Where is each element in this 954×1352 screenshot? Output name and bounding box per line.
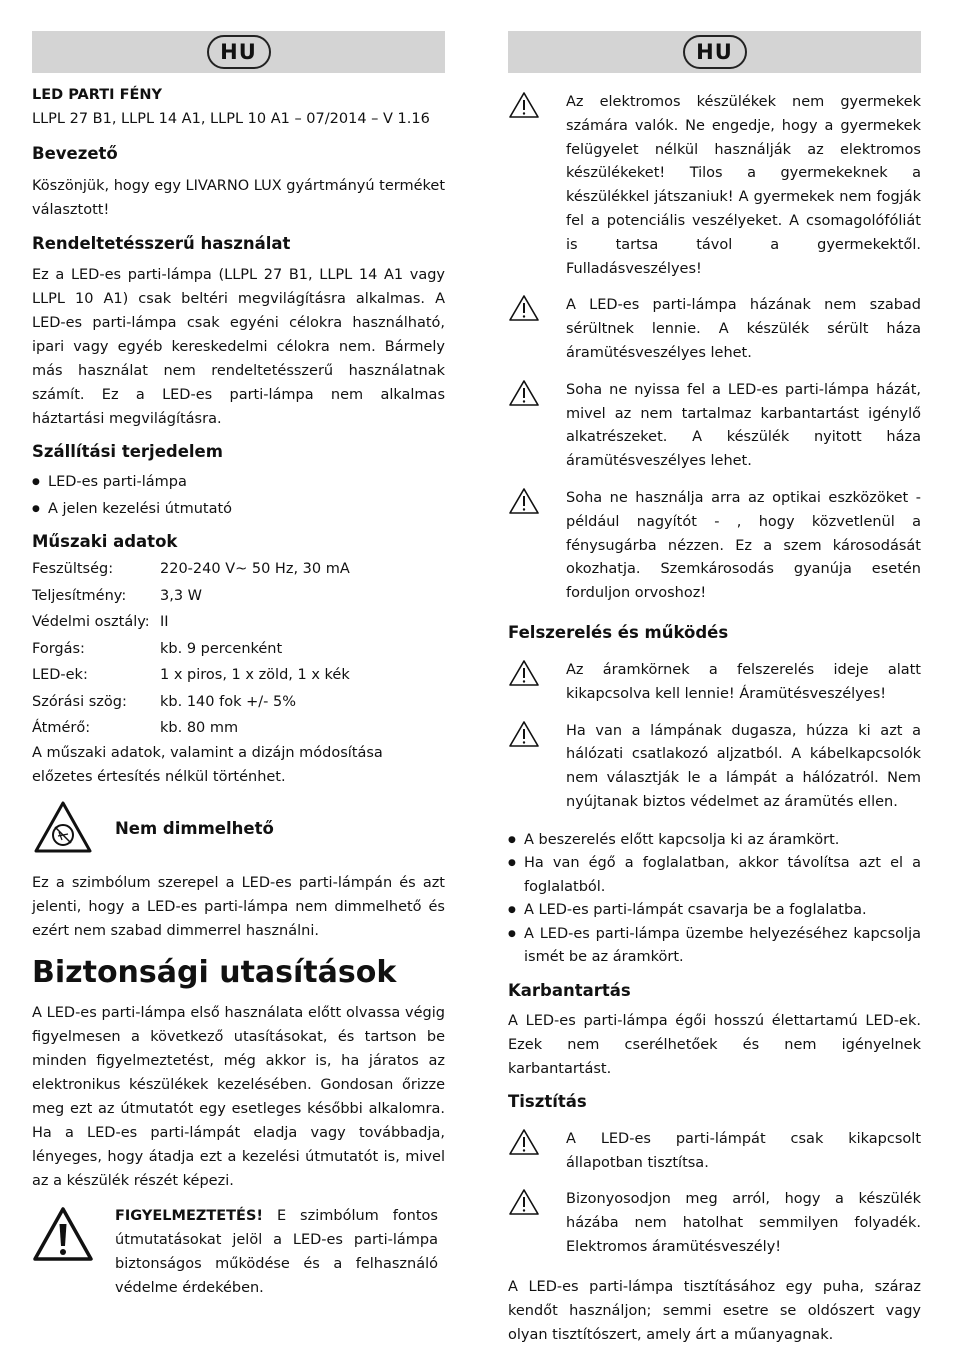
tech-heading: Műszaki adatok (32, 532, 178, 551)
cleaning-heading: Tisztítás (508, 1091, 587, 1111)
warning-text: A LED-es parti-lámpa házának nem szabad sérültnek lennie. A készülék sérült háza áramütésveszélyes lehet. (566, 297, 921, 361)
warning-triangle-icon (508, 379, 566, 411)
spec-value: kb. 80 mm (160, 720, 239, 736)
left-column (32, 31, 445, 1300)
language-badge: HU (683, 35, 747, 69)
warning-text: Soha ne nyissa fel a LED-es parti-lámpa házát, mivel az nem tartalmaz karbantartást igénylő alkatrészeket. A készülék nyitott háza áramütésveszélyes lehet. (566, 381, 921, 470)
warning-symbol-text (115, 1204, 438, 1300)
warning-text: A LED-es parti-lámpát csak kikapcsolt állapotban tisztítsa. (566, 1130, 921, 1171)
spec-key: LED-ek: (32, 667, 88, 683)
table-row (32, 662, 350, 689)
spec-value: 1 x piros, 1 x zöld, 1 x kék (160, 667, 350, 683)
warning-text: Az áramkörnek a felszerelés ideje alatt kikapcsolva kell lennie! Áramütésveszélyes! (566, 661, 921, 702)
spec-value: 3,3 W (160, 587, 203, 604)
install-heading: Felszerelés és működés (508, 622, 729, 642)
warning-triangle-icon (508, 659, 566, 691)
warning-triangle-icon (508, 487, 566, 519)
warning-triangle-icon (508, 720, 566, 752)
warning-text: Az elektromos készülékek nem gyermekek számára valók. Ne engedje, hogy a gyermekek felügyelet nélkül használják az elektromos készülékeket! Tilos a gyermekeknek a készülékkel játszaniuk! A gyermekek nem fogják fel a potenciális veszélyeket. A csomagolófóliát is tartsa távol a gyermekektől. Fulladásveszélyes! (566, 94, 921, 277)
warning-label: FIGYELMEZTETÉS! (115, 1207, 264, 1224)
list-item: ● A LED-es parti-lámpa üzembe helyezéséhez kapcsolja ismét be az áramkört. (508, 923, 921, 970)
model-line: LLPL 27 B1, LLPL 14 A1, LLPL 10 A1 – 07/2014 – V 1.16 (32, 111, 430, 127)
warning-optics (508, 487, 921, 606)
cleaning-text: A LED-es parti-lámpa tisztításához egy puha, száraz kendőt használjon; semmi esetre se oldószert vagy olyan tisztítószert, amely árt a műanyagnak. (508, 1278, 921, 1343)
warning-triangle-icon (508, 294, 566, 326)
table-row (32, 609, 350, 636)
safety-intro-text: A LED-es parti-lámpa első használata előtt olvassa végig figyelmesen a következő utasításokat, és tartson be minden figyelmeztetést, még akkor is, ha járatos az elektronikus készülékek kezelésében. Gondosan őrizze meg ezt az útmutatót egy esetleges későbbi alkalomra. Ha a LED-es parti-lámpát eladja vagy továbbadja, lényeges, hogy átadja ezt a kezelési útmutatót is, mivel az a készülék részét képezi. (32, 1004, 445, 1189)
list-item: ● Ha van égő a foglalatban, akkor távolítsa azt el a foglalatból. (508, 852, 921, 899)
warning-triangle-icon (508, 1128, 566, 1160)
spec-key: Teljesítmény: (32, 587, 127, 604)
spec-key: Feszültség: (32, 561, 114, 577)
spec-value: 220-240 V~ 50 Hz, 30 mA (160, 561, 350, 577)
warning-text: Bizonyosodjon meg arról, hogy a készülék házába nem hatolhat semmilyen folyadék. Elektromos áramütésveszély! (566, 1191, 921, 1255)
spec-key: Átmérő: (32, 720, 91, 736)
tech-note: A műszaki adatok, valamint a dizájn módosítása előzetes értesítés nélkül történhet. (32, 744, 383, 785)
list-item: ● A LED-es parti-lámpát csavarja be a foglalatba. (508, 899, 921, 923)
no-dim-label: Nem dimmelhető (115, 818, 274, 838)
install-steps (508, 829, 921, 970)
tech-table (32, 556, 350, 742)
table-row (32, 583, 350, 610)
warning-text: Ha van a lámpának dugasza, húzza ki azt a hálózati csatlakozó aljzatból. A kábelkapcsolók nem választják le a lámpát a hálózatról. Nem nyújtanak biztos védelmet az áramütés ellen. (566, 722, 921, 810)
list-item: ● A beszerelés előtt kapcsolja ki az áramkört. (508, 829, 921, 853)
maintenance-heading: Karbantartás (508, 980, 631, 1000)
list-item: ● A jelen kezelési útmutató (32, 496, 445, 523)
warning-plug (508, 720, 921, 815)
warning-housing (508, 294, 921, 365)
intended-use-heading: Rendeltetésszerű használat (32, 234, 291, 253)
intended-use-text: Ez a LED-es parti-lámpa (LLPL 27 B1, LLPL 14 A1 vagy LLPL 10 A1) csak beltéri megvilágításra alkalmas. A LED-es parti-lámpa csak egyéni célokra használható, ipari vagy egyéb kereskedelmi célokra nem. Bármely más használat nem rendeltetésszerű használatnak számít. Ez a LED-es parti-lámpa nem alkalmas háztartási megvilágításra. (32, 267, 445, 427)
language-header-bar (508, 31, 921, 73)
right-column (508, 31, 921, 1347)
intro-text: Köszönjük, hogy egy LIVARNO LUX gyártmányú terméket választott! (32, 178, 445, 218)
spec-value: kb. 9 percenként (160, 640, 283, 657)
table-row (32, 715, 350, 742)
table-row (32, 689, 350, 716)
no-dimmer-warning-icon (32, 799, 115, 859)
warning-triangle-icon (508, 1188, 566, 1220)
spec-key: Védelmi osztály: (32, 614, 150, 630)
language-badge: HU (207, 35, 271, 69)
language-header-bar (32, 31, 445, 73)
no-dim-block (32, 799, 445, 859)
exclamation-warning-icon (32, 1204, 115, 1266)
warning-open-housing (508, 379, 921, 474)
list-item: ● LED-es parti-lámpa (32, 469, 445, 496)
warning-description: E szimbólum fontos útmutatásokat jelöl a LED-es parti-lámpa biztonságos működése és a felhasználó védelme érdekében. (115, 1207, 438, 1296)
no-dim-text: Ez a szimbólum szerepel a LED-es parti-lámpán és azt jelenti, hogy a LED-es parti-lámpa nem dimmelhető és ezért nem szabad dimmerrel használni. (32, 874, 445, 939)
warning-circuit-off (508, 659, 921, 707)
warning-triangle-icon (508, 91, 566, 123)
table-row (32, 556, 350, 583)
warning-children (508, 91, 921, 281)
warning-switched-off (508, 1128, 921, 1176)
intro-heading: Bevezető (32, 144, 118, 163)
scope-heading: Szállítási terjedelem (32, 442, 223, 461)
safety-title: Biztonsági utasítások (32, 954, 397, 990)
spec-value: II (160, 614, 169, 630)
warning-text: Soha ne használja arra az optikai eszközöket - például nagyítót - , hogy közvetlenül a fénysugárba nézzen. Ez a szem károsodását okozhatja. Szemkárosodás gyanúja esetén forduljon orvoshoz! (566, 489, 921, 602)
spec-key: Forgás: (32, 640, 85, 657)
table-row (32, 636, 350, 663)
spec-key: Szórási szög: (32, 693, 127, 710)
maintenance-text: A LED-es parti-lámpa égői hosszú élettartamú LED-ek. Ezek nem cserélhetőek és nem igényelnek karbantartást. (508, 1012, 921, 1077)
warning-symbol-block (32, 1204, 445, 1300)
spec-value: kb. 140 fok +/- 5% (160, 693, 296, 710)
scope-list (32, 469, 445, 523)
warning-liquid (508, 1188, 921, 1259)
product-title: LED PARTI FÉNY (32, 87, 163, 103)
